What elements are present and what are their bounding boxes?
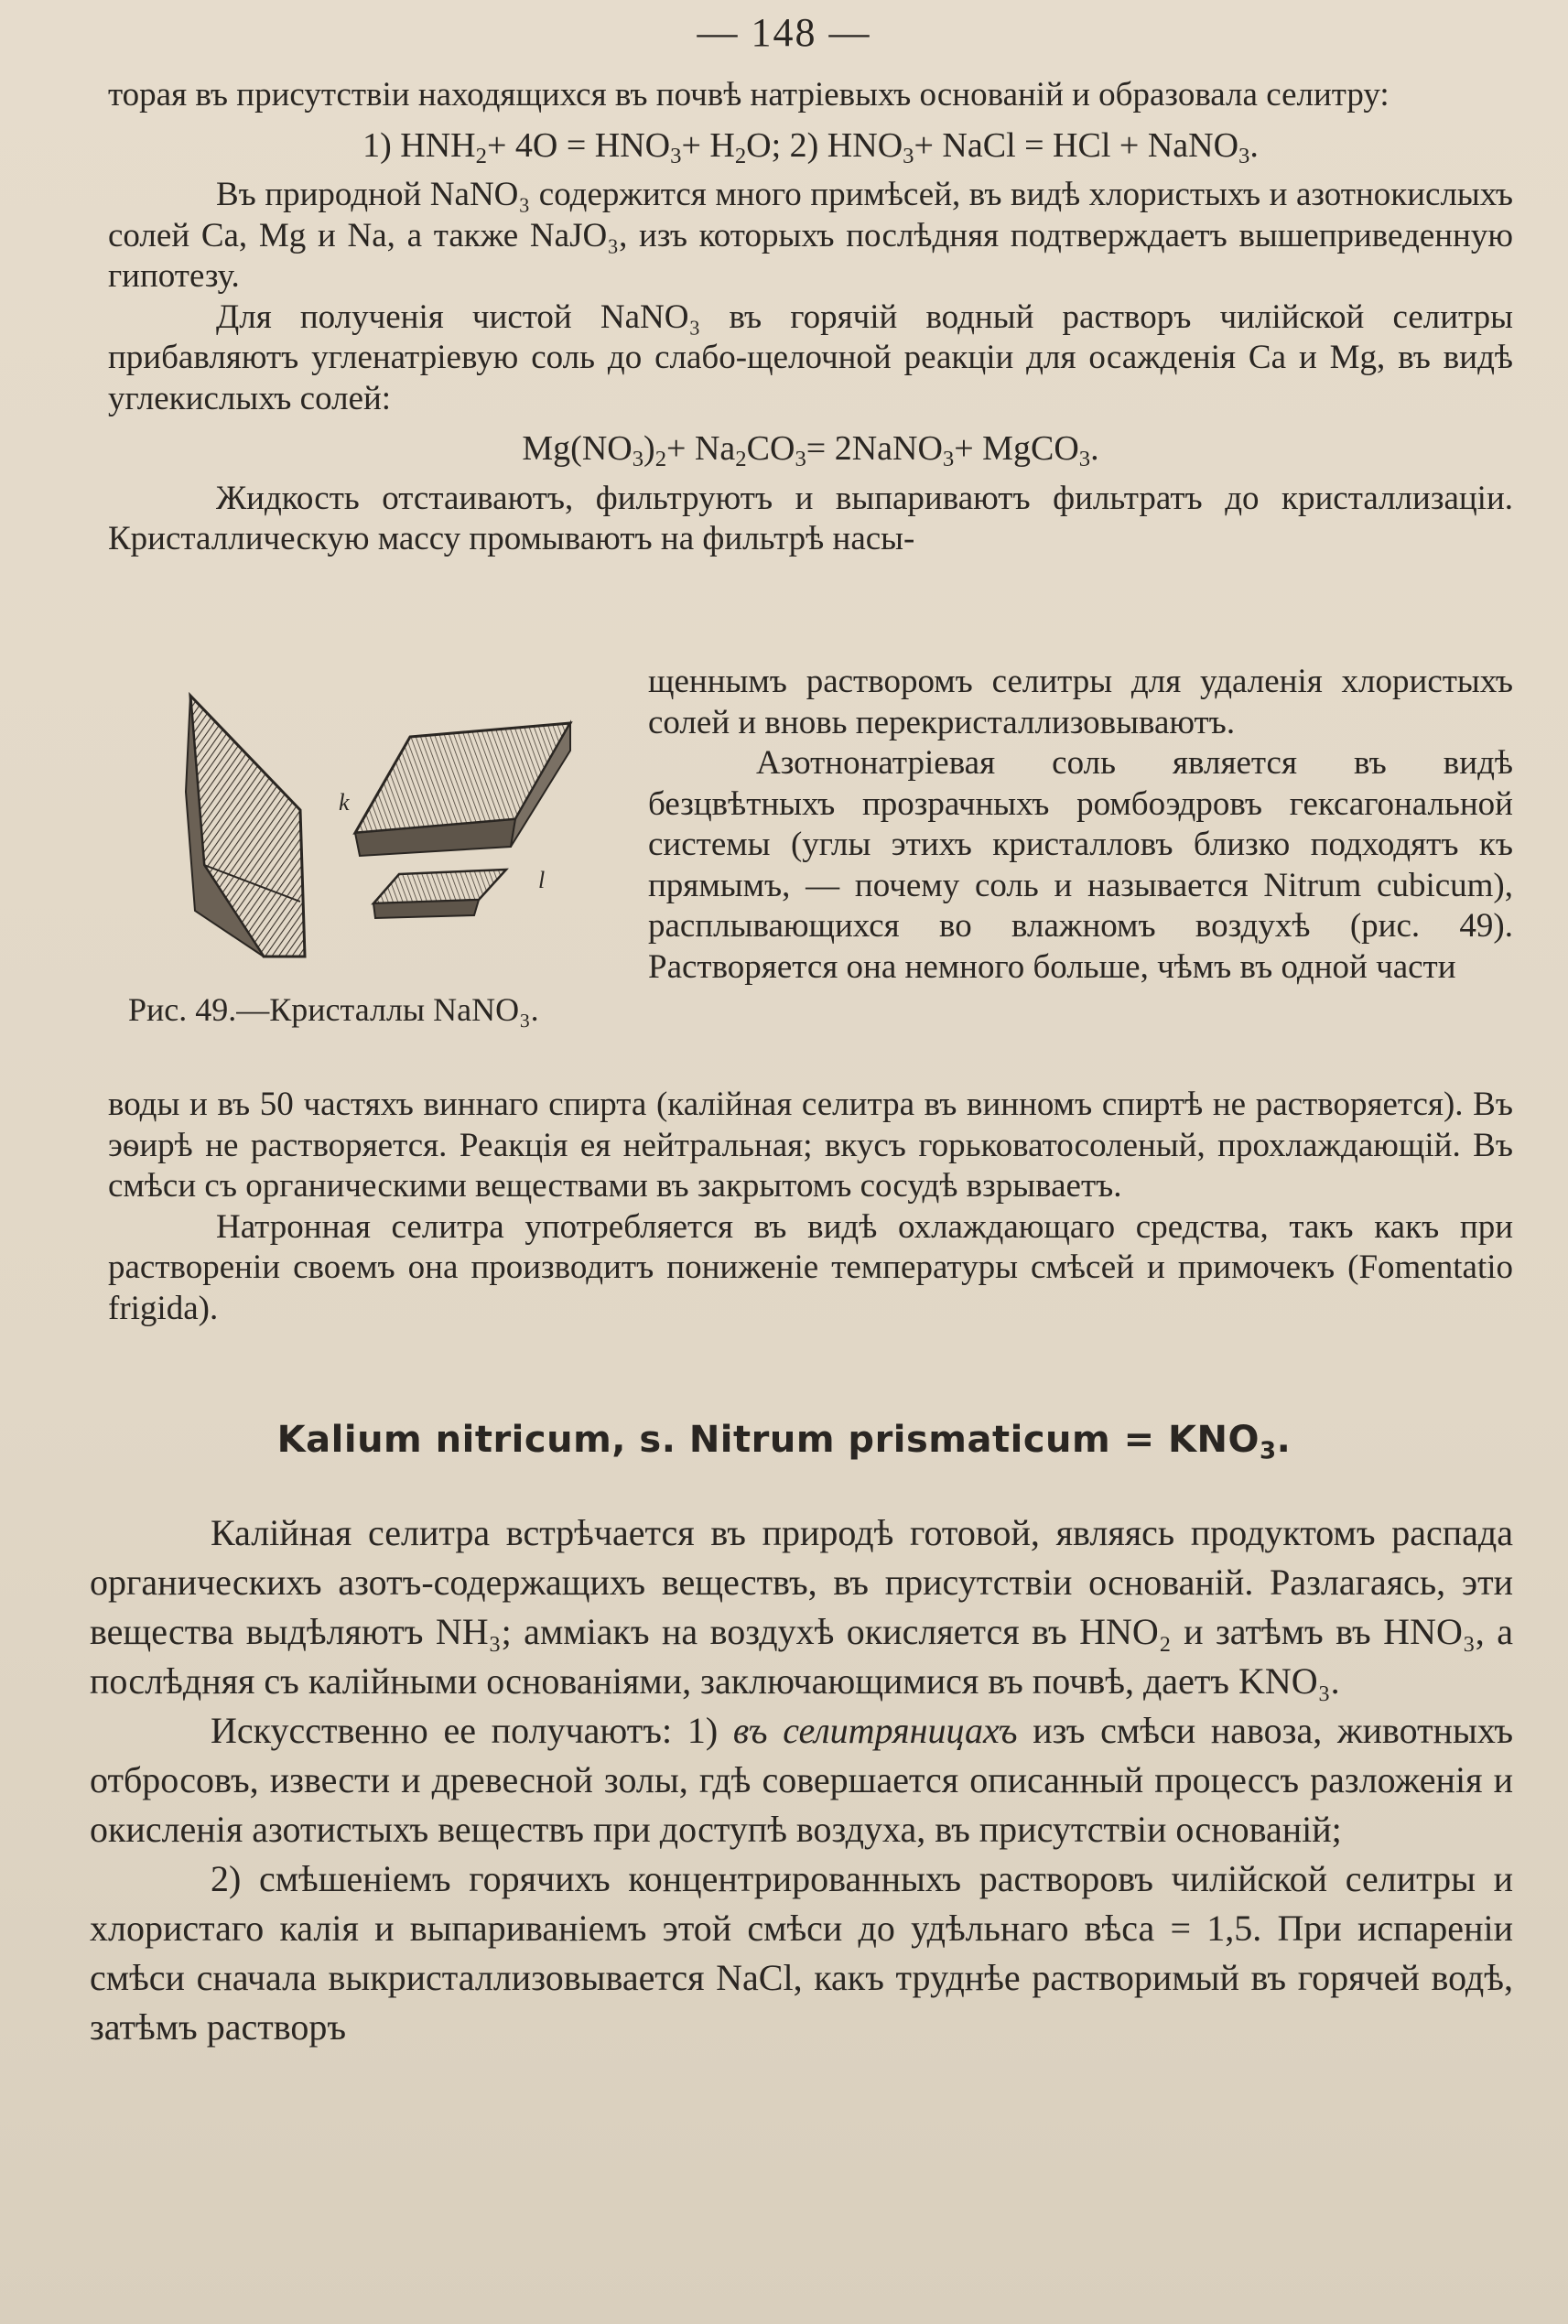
lower-upper-text — [108, 1085, 1513, 1329]
paragraph-purification: Для полученія чистой NaNO₃ въ горячій водный растворъ чилійской селитры прибавляютъ угленатріевую соль до слабо-щелочной реакціи для осажденія Ca и Mg, въ видѣ углекислыхъ солей: — [108, 297, 1513, 417]
paragraph-filtration: Жидкость отстаиваютъ, фильтруютъ и выпариваютъ фильтратъ до кристаллизаціи. Кристаллическую массу промываютъ на фильтрѣ насы- — [108, 479, 1513, 557]
paragraph-usage: Натронная селитра употребляется въ видѣ охлаждающаго средства, такъ какъ при раствореніи своемъ она производитъ пониженіе температуры смѣсей и примочекъ (Fomentatio frigida). — [108, 1207, 1513, 1327]
paragraph-filtration-cont: щеннымъ растворомъ селитры для удаленія хлористыхъ солей и вновь перекристаллизовываютъ. — [648, 663, 1513, 741]
paragraph-kalium-production: Искусственно ее получаютъ: 1) въ селитряницахъ изъ смѣси навоза, животныхъ отбросовъ, извести и древесной золы, гдѣ совершается описанный процессъ разложенія и окисленія азотистыхъ веществъ при доступѣ воздуха, въ присутствіи основаній; — [90, 1710, 1513, 1850]
paragraph-continuation: торая въ присутствіи находящихся въ почвѣ натріевыхъ основаній и образовала селитру: — [108, 76, 1390, 113]
section-text — [90, 1508, 1513, 2052]
tall-crystal — [186, 696, 305, 957]
figure-caption: Рис. 49.—Кристаллы NaNO₃. — [128, 991, 539, 1028]
paragraph-properties: Азотнонатріевая соль является въ видѣ безцвѣтныхъ прозрачныхъ ромбоэдровъ гексагональной системы (углы этихъ кристалловъ близко подходятъ къ прямымъ, — почему соль и называется Nitrum cubicum), расплывающихся во влажномъ воздухѣ (рис. 49). Растворяется она немного больше, чѣмъ въ одной части — [648, 744, 1513, 986]
crystals-drawing — [108, 682, 639, 1030]
equation-1: 1) $HNH_2+ 4O = HNO_3+ H_2O$; 2) $HNO_3+$ NaCl = HCl + NaNO$_3$. — [362, 125, 1259, 168]
paragraph-kalium-method2: 2) смѣшеніемъ горячихъ концентрированныхъ растворовъ чилійской селитры и хлористаго калія и выпариваніемъ этой смѣси до удѣльнаго вѣса = 1,5. При испареніи смѣси сначала выкристаллизовывается NaCl, какъ труднѣе растворимый въ горячей водѣ, затѣмъ растворъ — [90, 1858, 1513, 2048]
upper-text — [108, 75, 1513, 560]
label-k: k — [339, 789, 350, 816]
crystal-k — [355, 723, 570, 856]
crystal-l — [373, 870, 506, 918]
wrapped-text — [648, 662, 1513, 988]
label-l: l — [538, 867, 546, 893]
section-heading: Kalium nitricum, s. Nitrum prismaticum = $KNO_3$. — [276, 1419, 1292, 1465]
paragraph-properties-cont: воды и въ 50 частяхъ виннаго спирта (калійная селитра въ винномъ спиртѣ не растворяется). Въ эѳирѣ не растворяется. Реакція ея нейтральная; вкусъ горьковатосоленый, прохлаждающій. Въ смѣси съ органическими веществами въ закрытомъ сосудѣ взрываетъ. — [108, 1086, 1513, 1205]
crystal-figure — [108, 682, 639, 1030]
paragraph-kalium-origin: Калійная селитра встрѣчается въ природѣ готовой, являясь продуктомъ распада органическихъ азотъ-содержащихъ веществъ, въ присутствіи основаній. Разлагаясь, эти вещества выдѣляютъ NH₃; аммiакъ на воздухѣ окисляется въ HNO₂ и затѣмъ въ HNO₃, а послѣдняя съ калійными основаніями, заключающимися въ почвѣ, даетъ KNO₃. — [90, 1512, 1513, 1702]
paragraph-impurities: Въ природной NaNO₃ содержится много примѣсей, въ видѣ хлористыхъ и азотнокислыхъ солей Ca, Mg и Na, а также NaJO₃, изъ которыхъ послѣдняя подтверждаетъ вышеприведенную гипотезу. — [108, 176, 1513, 295]
page-number: — 148 — — [697, 10, 871, 55]
equation-2: $Mg(NO_3)_2+ Na_2CO_3=$ 2NaNO$_3$+ MgCO$_3$. — [522, 429, 1099, 471]
